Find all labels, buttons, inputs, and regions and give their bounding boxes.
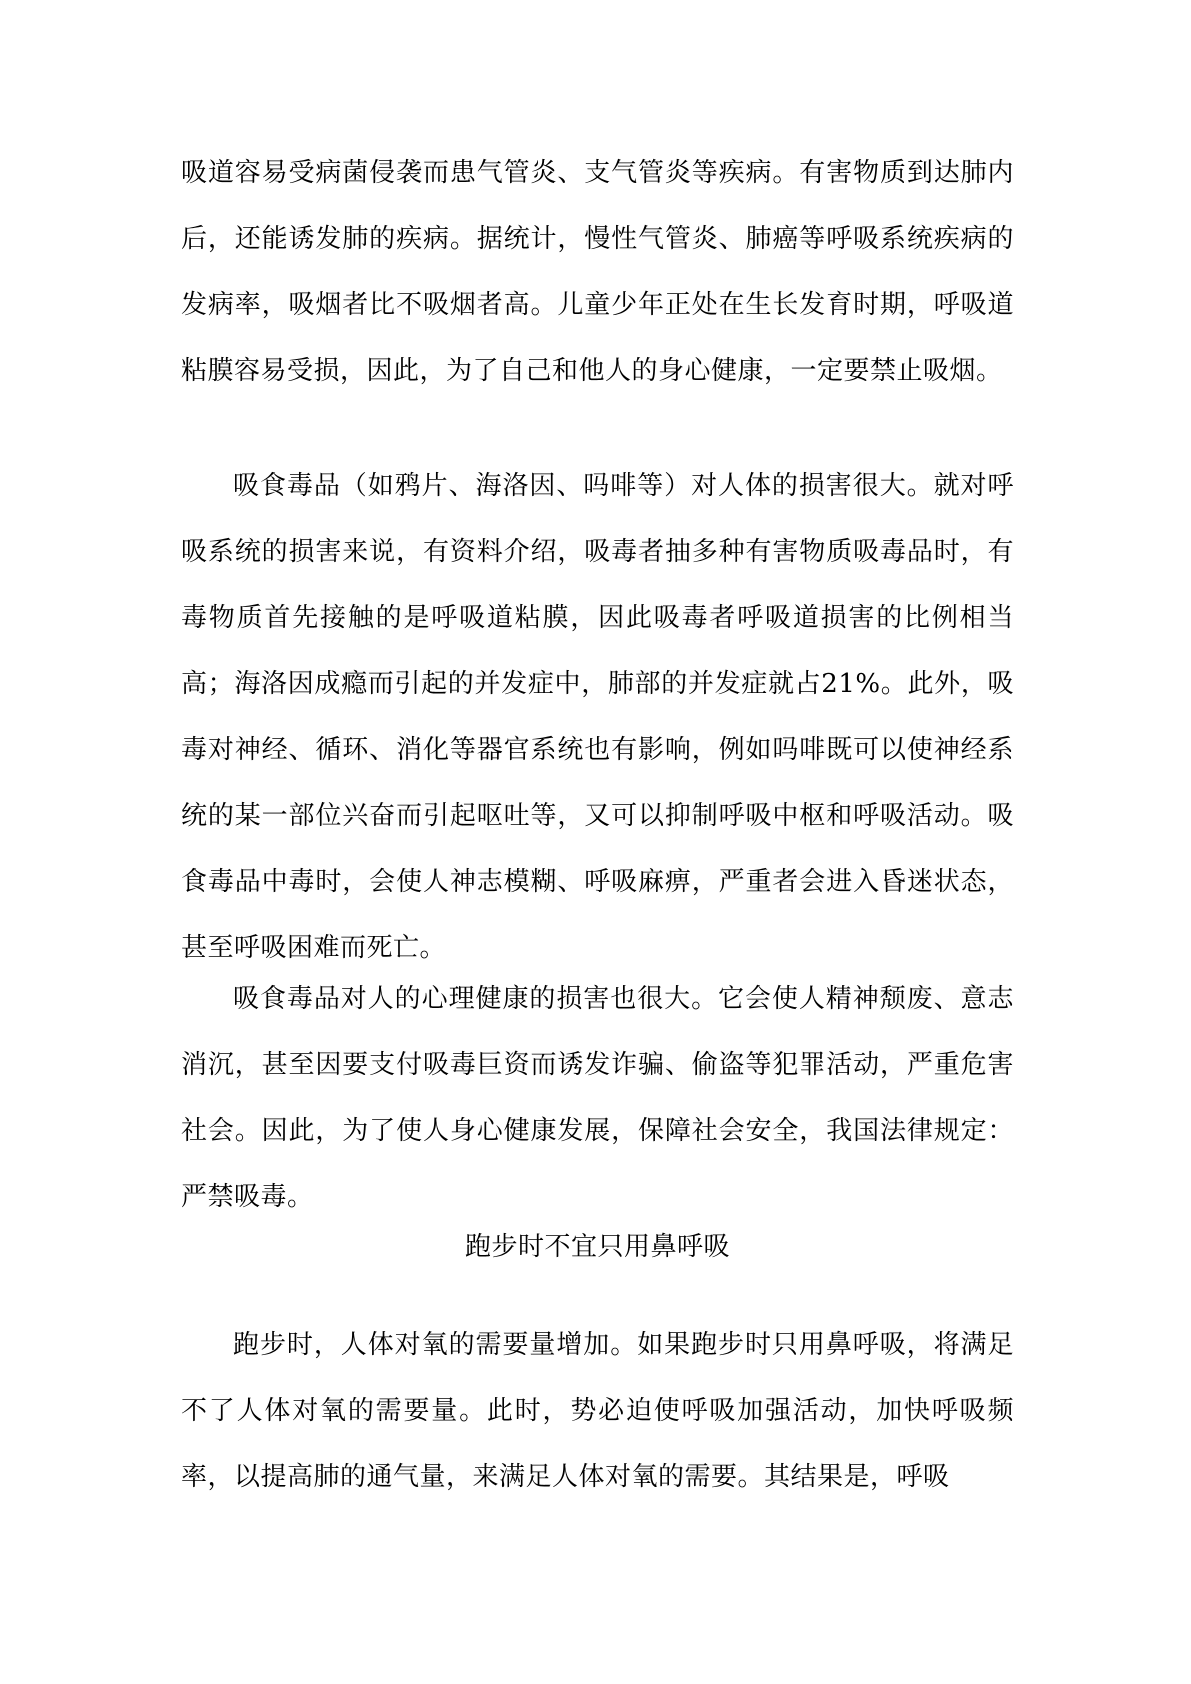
section-heading: 跑步时不宜只用鼻呼吸 (464, 1232, 730, 1262)
paragraph-running-breathing: 跑步时，人体对氧的需要量增加。如果跑步时只用鼻呼吸，将满足不了人体对氧的需要量。此时，势必迫使呼吸加强活动，加快呼吸频率，以提高肺的通气量，来满足人体对氧的需要。其结果是，呼吸 (181, 1330, 1014, 1492)
paragraph-drug-respiratory-harm: 吸食毒品（如鸦片、海洛因、吗啡等）对人体的损害很大。就对呼吸系统的损害来说，有资料介绍，吸毒者抽多种有害物质吸毒品时，有毒物质首先接触的是呼吸道粘膜，因此吸毒者呼吸道损害的比例相当高；海洛因成瘾而引起的并发症中，肺部的并发症就占21%。此外，吸毒对神经、循环、消化等器官系统也有影响，例如吗啡既可以使神经系统的某一部位兴奋而引起呕吐等，又可以抑制呼吸中枢和呼吸活动。吸食毒品中毒时，会使人神志模糊、呼吸麻痹，严重者会进入昏迷状态，甚至呼吸困难而死亡。 (181, 471, 1014, 963)
paragraph-smoking-harm: 吸道容易受病菌侵袭而患气管炎、支气管炎等疾病。有害物质到达肺内后，还能诱发肺的疾病。据统计，慢性气管炎、肺癌等呼吸系统疾病的发病率，吸烟者比不吸烟者高。儿童少年正处在生长发育时期，呼吸道粘膜容易受损，因此，为了自己和他人的身心健康，一定要禁止吸烟。 (181, 158, 1014, 386)
paragraph-drug-psychological-harm: 吸食毒品对人的心理健康的损害也很大。它会使人精神颓废、意志消沉，甚至因要支付吸毒巨资而诱发诈骗、偷盗等犯罪活动，严重危害社会。因此，为了使人身心健康发展，保障社会安全，我国法律规定：严禁吸毒。 (181, 984, 1014, 1212)
